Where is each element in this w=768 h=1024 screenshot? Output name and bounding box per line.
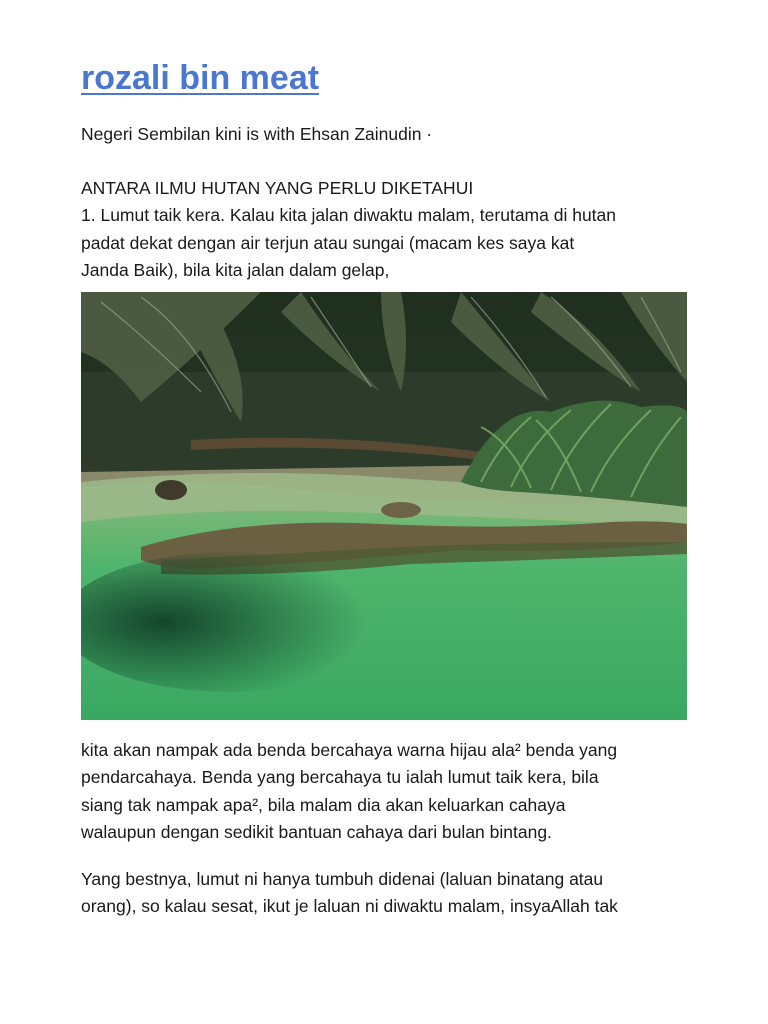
stream-photo [81,292,687,720]
closing-paragraph [81,866,687,921]
intro-line: ANTARA ILMU HUTAN YANG PERLU DIKETAHUI [81,178,474,198]
intro-line: Janda Baik), bila kita jalan dalam gelap, [81,259,390,280]
intro-line: padat dekat dengan air terjun atau sungai (macam kes saya kat [81,232,575,253]
body-line: siang tak nampak apa², bila malam dia akan keluarkan cahaya [81,794,566,815]
body-paragraph [81,737,687,846]
post-title-link[interactable]: rozali bin meat [81,59,320,97]
body-line: walaupun dengan sedikit bantuan cahaya dari bulan bintang. [81,821,552,842]
post-byline: Negeri Sembilan kini is with Ehsan Zainudin · [81,124,433,144]
intro-paragraph [81,175,687,284]
body-line: kita akan nampak ada benda bercahaya warna hijau ala² benda yang [81,740,618,760]
body-line: pendarcahaya. Benda yang bercahaya tu ialah lumut taik kera, bila [81,767,599,788]
intro-line: 1. Lumut taik kera. Kalau kita jalan diwaktu malam, terutama di hutan [81,205,616,226]
closing-line: Yang bestnya, lumut ni hanya tumbuh didenai (laluan binatang atau [81,869,604,889]
closing-line: orang), so kalau sesat, ikut je laluan ni diwaktu malam, insyaAllah tak [81,896,618,917]
